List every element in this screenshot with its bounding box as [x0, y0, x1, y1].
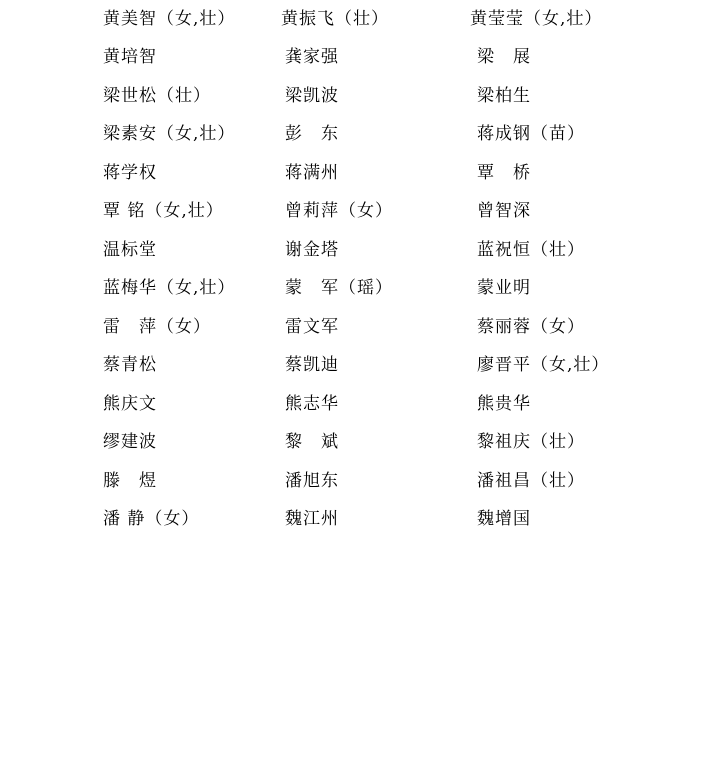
- name-entry: 滕 煜: [103, 470, 157, 491]
- name-entry: 梁凯波: [285, 85, 339, 106]
- name-row: [0, 231, 706, 270]
- name-entry: 覃 桥: [477, 162, 531, 183]
- name-entry: 梁世松（壮）: [103, 85, 211, 106]
- name-entry: 黄美智（女,壮）: [103, 9, 236, 29]
- name-entry: 缪建波: [103, 432, 157, 452]
- name-entry: 潘祖昌（壮）: [477, 470, 585, 491]
- name-row: [0, 0, 706, 38]
- name-entry: 曾智深: [477, 201, 531, 221]
- name-entry: 温标堂: [103, 239, 157, 260]
- name-row: [0, 385, 706, 424]
- name-row: [0, 154, 706, 193]
- name-row: [0, 462, 706, 501]
- name-entry: 熊贵华: [477, 393, 531, 414]
- name-entry: 蓝祝恒（壮）: [477, 239, 585, 260]
- name-entry: 熊志华: [285, 393, 339, 414]
- name-row: [0, 192, 706, 231]
- name-entry: 龚家强: [285, 47, 339, 67]
- name-row: [0, 423, 706, 462]
- name-entry: 蒙 军（瑶）: [285, 278, 393, 298]
- name-entry: 雷 萍（女）: [103, 316, 211, 337]
- name-entry: 黎祖庆（壮）: [477, 432, 585, 452]
- name-entry: 魏增国: [477, 509, 531, 529]
- name-entry: 黄振飞（壮）: [281, 9, 389, 29]
- name-entry: 蒋学权: [103, 162, 157, 183]
- name-entry: 蔡丽蓉（女）: [477, 316, 585, 337]
- name-entry: 雷文军: [285, 316, 339, 337]
- name-entry: 潘 静（女）: [103, 509, 200, 529]
- name-entry: 谢金塔: [285, 239, 339, 260]
- name-entry: 黎 斌: [285, 432, 339, 452]
- name-row: [0, 115, 706, 154]
- name-entry: 黄培智: [103, 47, 157, 67]
- name-row: [0, 500, 706, 539]
- name-entry: 黄莹莹（女,壮）: [470, 9, 603, 29]
- name-entry: 蔡青松: [103, 355, 157, 375]
- name-entry: 覃 铭（女,壮）: [103, 201, 224, 221]
- name-row: [0, 38, 706, 77]
- name-entry: 蓝梅华（女,壮）: [103, 278, 236, 298]
- name-row: [0, 269, 706, 308]
- name-entry: 梁素安（女,壮）: [103, 124, 236, 144]
- name-row: [0, 308, 706, 347]
- name-entry: 梁 展: [477, 47, 531, 67]
- name-entry: 蒋满州: [285, 162, 339, 183]
- name-row: [0, 77, 706, 116]
- name-entry: 熊庆文: [103, 393, 157, 414]
- name-entry: 潘旭东: [285, 470, 339, 491]
- name-entry: 蒋成钢（苗）: [477, 124, 585, 144]
- name-entry: 廖晋平（女,壮）: [477, 355, 610, 375]
- name-entry: 蔡凯迪: [285, 355, 339, 375]
- name-entry: 蒙业明: [477, 278, 531, 298]
- name-entry: 曾莉萍（女）: [285, 201, 393, 221]
- name-entry: 梁柏生: [477, 85, 531, 106]
- name-row: [0, 346, 706, 385]
- name-entry: 彭 东: [285, 124, 339, 144]
- name-entry: 魏江州: [285, 509, 339, 529]
